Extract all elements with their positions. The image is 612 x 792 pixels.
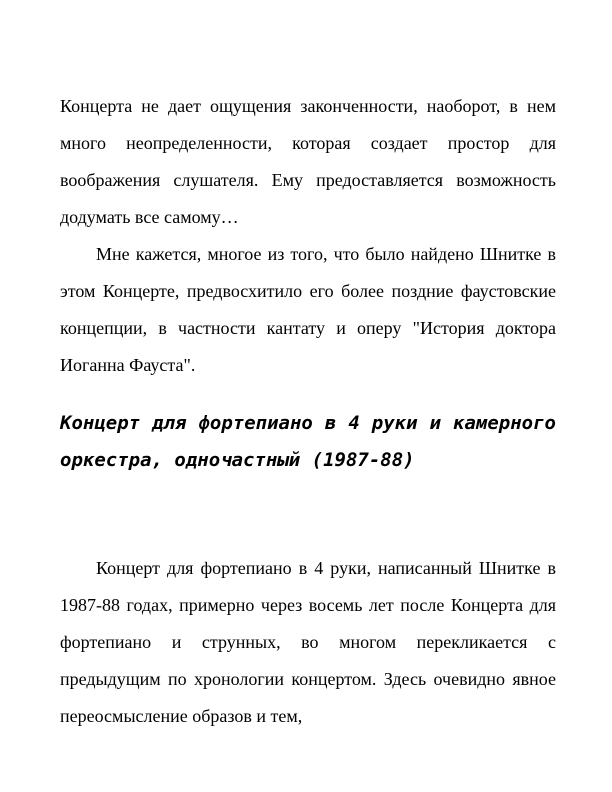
paragraph-faust-concepts: Мне кажется, многое из того, что было найдено Шнитке в этом Концерте, предвосхитило его более поздние фаустовские концепции, в частности кантату и оперу "История доктора Иоганна Фауста". (60, 244, 556, 375)
section-heading: Концерт для фортепиано в 4 руки и камерного оркестра, одночастный (1987-88) (60, 412, 556, 471)
paragraph-concerto-ending: Концерта не дает ощущения законченности, наоборот, в нем много неопределенности, которая создает простор для воображения слушателя. Ему предоставляется возможность додумать все самому… (60, 96, 556, 227)
paragraph-four-hands-concerto: Концерт для фортепиано в 4 руки, написанный Шнитке в 1987-88 годах, примерно через восемь лет после Концерта для фортепиано и струнных, во многом перекликается с предыдущим по хронологии концертом. Здесь очевидно явное переосмысление образов и тем, (60, 558, 556, 726)
